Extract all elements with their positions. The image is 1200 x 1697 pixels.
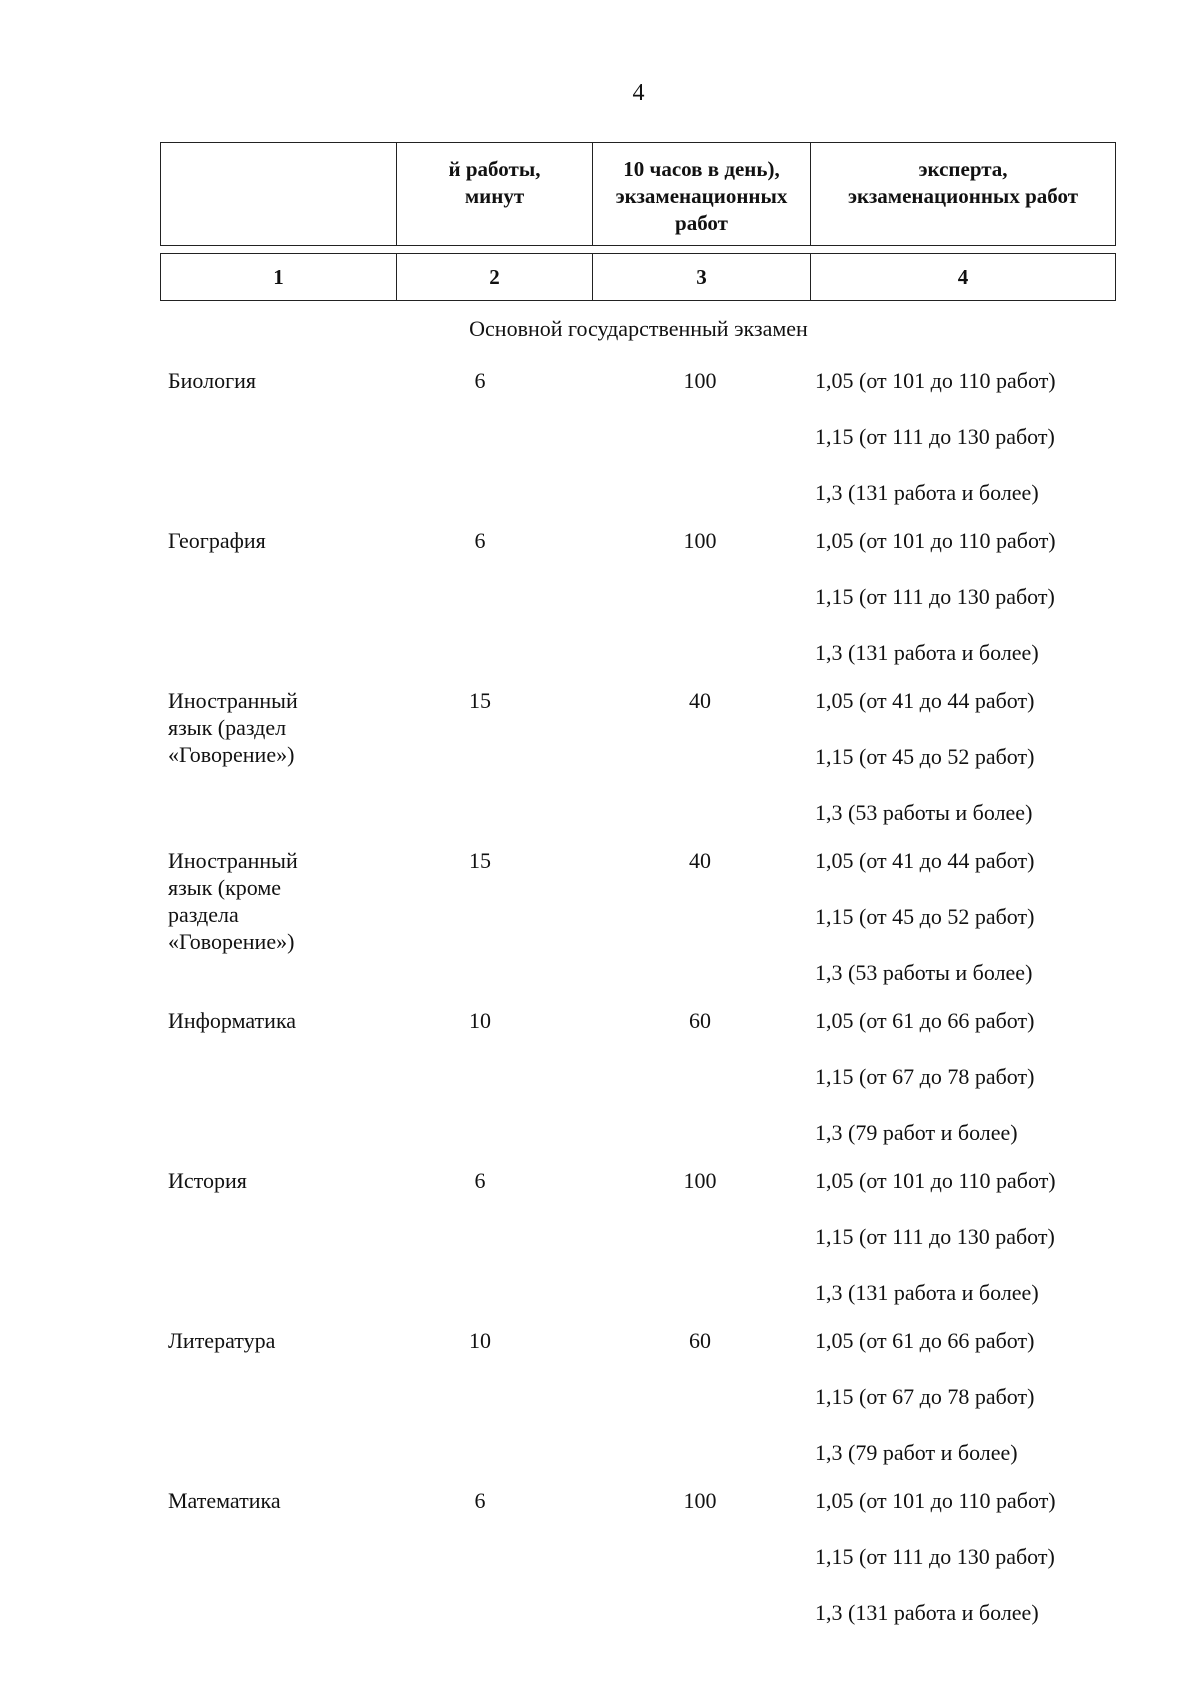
coefficient-line: 1,15 (от 67 до 78 работ) <box>815 1064 1035 1089</box>
exam-norm: 40 <box>689 848 711 873</box>
column-number-1: 1 <box>161 254 397 301</box>
coefficient-line: 1,15 (от 45 до 52 работ) <box>815 744 1035 769</box>
exam-coefficients <box>815 1327 1155 1495</box>
coefficient-line: 1,15 (от 111 до 130 работ) <box>815 1544 1055 1569</box>
coefficient-line: 1,3 (79 работ и более) <box>815 1440 1018 1465</box>
section-title: Основной государственный экзамен <box>469 316 808 341</box>
exam-subject: География <box>168 528 266 553</box>
coefficient-line: 1,3 (131 работа и более) <box>815 640 1039 665</box>
exam-coefficients <box>815 1007 1155 1175</box>
exam-coefficients <box>815 367 1155 535</box>
exam-subject: Иностранный язык (раздел «Говорение») <box>168 688 298 767</box>
coefficient-line: 1,05 (от 61 до 66 работ) <box>815 1008 1035 1033</box>
coefficient-line: 1,3 (53 работы и более) <box>815 800 1033 825</box>
exam-coefficients <box>815 1487 1155 1655</box>
coefficient-line: 1,3 (131 работа и более) <box>815 480 1039 505</box>
exam-norm: 60 <box>689 1008 711 1033</box>
exam-time: 6 <box>474 528 486 553</box>
coefficient-line: 1,3 (53 работы и более) <box>815 960 1033 985</box>
header-cell-time: й работы, минут <box>397 143 593 246</box>
exam-time: 15 <box>469 848 491 873</box>
coefficient-line: 1,05 (от 41 до 44 работ) <box>815 848 1035 873</box>
exam-time: 10 <box>469 1008 491 1033</box>
exam-subject: Литература <box>168 1328 276 1353</box>
coefficient-line: 1,3 (131 работа и более) <box>815 1600 1039 1625</box>
coefficient-line: 1,05 (от 101 до 110 работ) <box>815 528 1056 553</box>
exam-coefficients <box>815 847 1155 1015</box>
column-number-2: 2 <box>397 254 593 301</box>
page-number: 4 <box>632 80 645 106</box>
header-cell-subject <box>161 143 397 246</box>
exam-coefficients <box>815 527 1155 695</box>
coefficient-line: 1,3 (131 работа и более) <box>815 1280 1039 1305</box>
exam-time: 6 <box>474 1488 486 1513</box>
exam-norm: 100 <box>683 368 717 393</box>
exam-norm: 100 <box>683 1488 717 1513</box>
exam-norm: 40 <box>689 688 711 713</box>
coefficient-line: 1,05 (от 101 до 110 работ) <box>815 1168 1056 1193</box>
exam-time: 6 <box>474 368 486 393</box>
exam-norm: 100 <box>683 1168 717 1193</box>
exam-coefficients <box>815 1167 1155 1335</box>
column-numbers-row <box>160 253 1116 301</box>
numbers-row <box>161 254 1116 301</box>
header-row <box>161 143 1116 246</box>
exam-time: 15 <box>469 688 491 713</box>
coefficient-line: 1,15 (от 111 до 130 работ) <box>815 1224 1055 1249</box>
table-header <box>160 142 1116 246</box>
exam-time: 10 <box>469 1328 491 1353</box>
header-cell-coefficient: эксперта, экзаменационных работ <box>811 143 1116 246</box>
header-cell-norm: 10 часов в день), экзаменационных работ <box>593 143 811 246</box>
exam-norm: 60 <box>689 1328 711 1353</box>
coefficient-line: 1,05 (от 61 до 66 работ) <box>815 1328 1035 1353</box>
exam-subject: Иностранный язык (кроме раздела «Говорение») <box>168 848 298 954</box>
coefficient-line: 1,05 (от 101 до 110 работ) <box>815 1488 1056 1513</box>
coefficient-line: 1,15 (от 111 до 130 работ) <box>815 424 1055 449</box>
coefficient-line: 1,15 (от 45 до 52 работ) <box>815 904 1035 929</box>
column-number-4: 4 <box>811 254 1116 301</box>
exam-subject: Информатика <box>168 1008 297 1033</box>
column-number-3: 3 <box>593 254 811 301</box>
exam-subject: Биология <box>168 368 257 393</box>
coefficient-line: 1,15 (от 111 до 130 работ) <box>815 584 1055 609</box>
coefficient-line: 1,3 (79 работ и более) <box>815 1120 1018 1145</box>
coefficient-line: 1,05 (от 101 до 110 работ) <box>815 368 1056 393</box>
exam-norm: 100 <box>683 528 717 553</box>
exam-subject: Математика <box>168 1488 281 1513</box>
coefficient-line: 1,15 (от 67 до 78 работ) <box>815 1384 1035 1409</box>
exam-coefficients <box>815 687 1155 855</box>
coefficient-line: 1,05 (от 41 до 44 работ) <box>815 688 1035 713</box>
exam-time: 6 <box>474 1168 486 1193</box>
exam-subject: История <box>168 1168 247 1193</box>
